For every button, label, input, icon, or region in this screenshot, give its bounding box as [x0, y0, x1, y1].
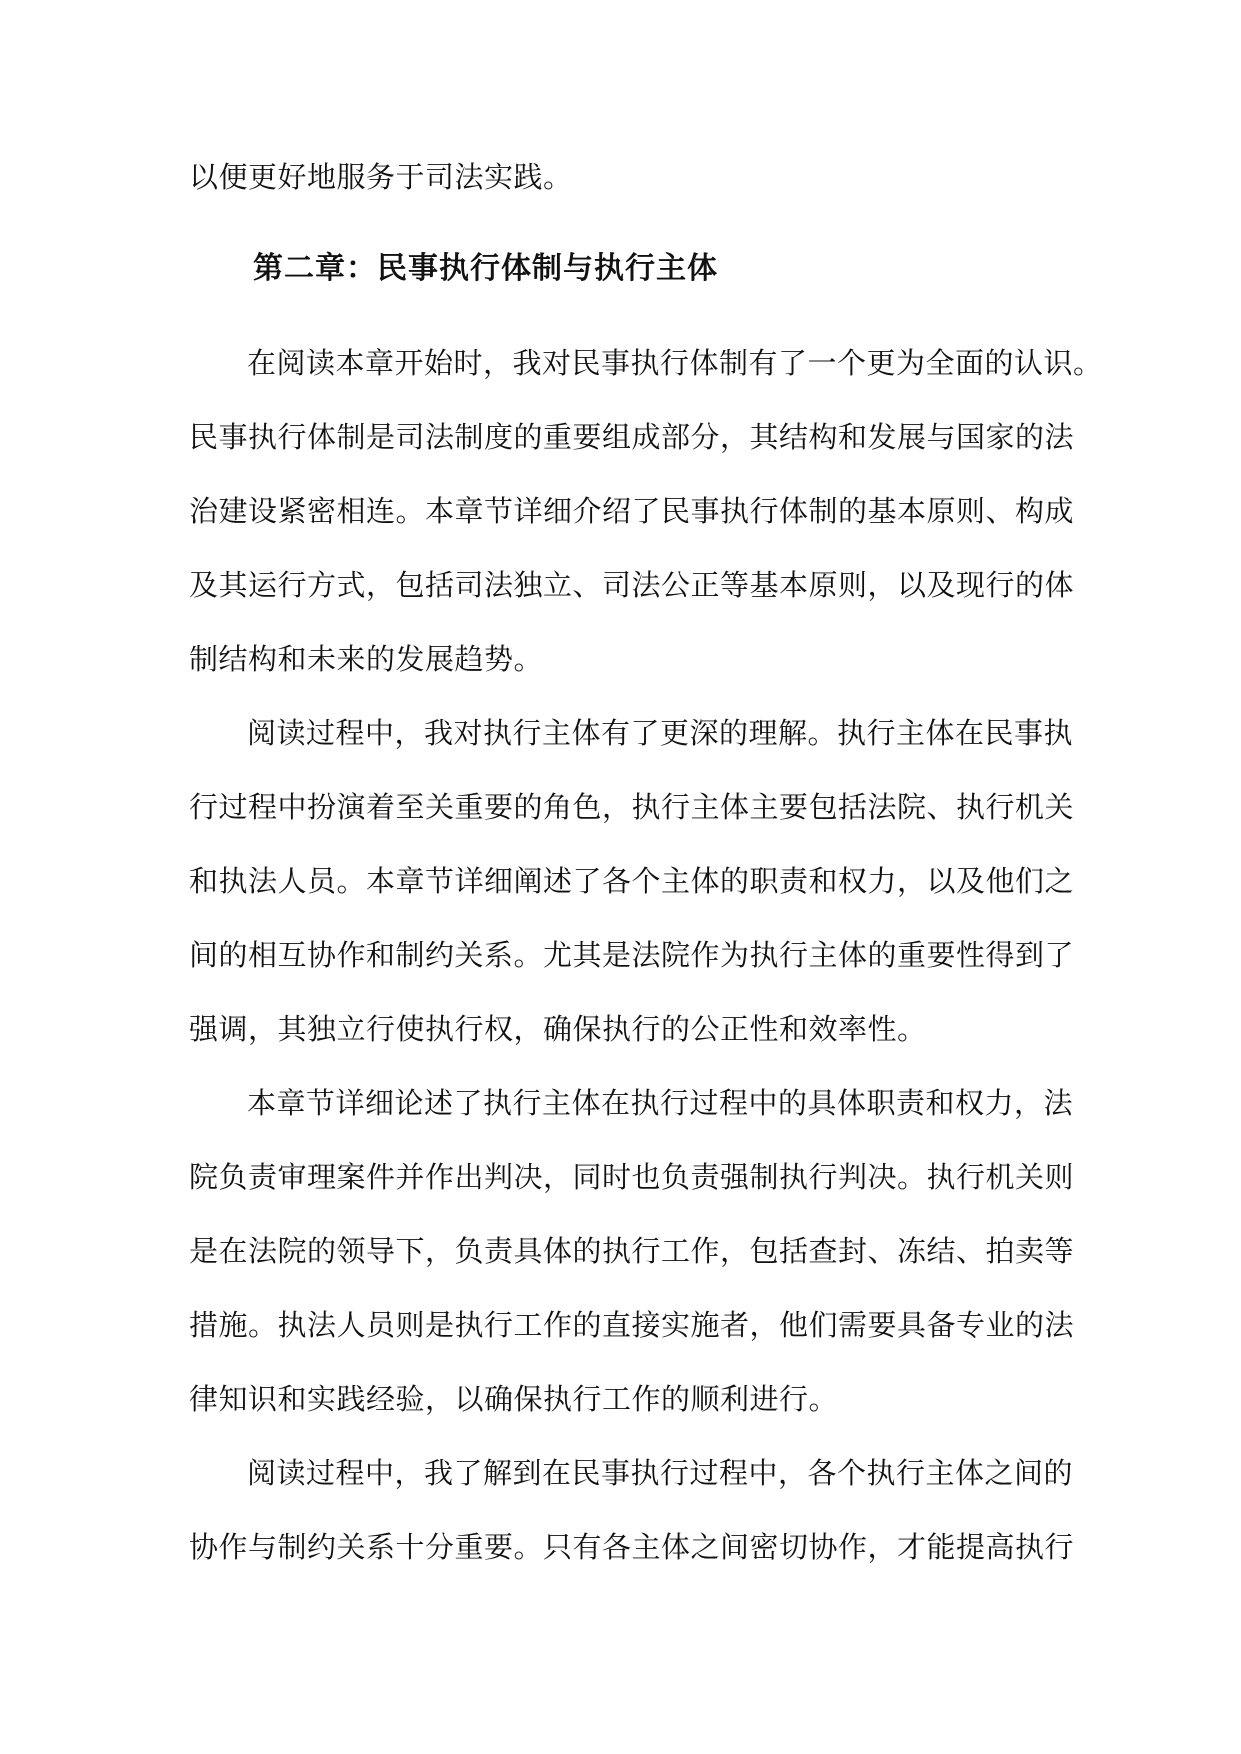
paragraph-line: 协作与制约关系十分重要。只有各主体之间密切协作，才能提高执行 — [189, 1530, 1075, 1564]
paragraph-line: 强调，其独立行使执行权，确保执行的公正性和效率性。 — [189, 1012, 927, 1046]
paragraph-line: 间的相互协作和制约关系。尤其是法院作为执行主体的重要性得到了 — [189, 938, 1075, 972]
paragraph-line: 阅读过程中，我对执行主体有了更深的理解。执行主体在民事执 — [247, 716, 1074, 750]
intro-line: 以便更好地服务于司法实践。 — [189, 160, 573, 194]
paragraph-3 — [189, 1066, 1075, 1436]
paragraph-1 — [189, 326, 1103, 696]
paragraph-line: 是在法院的领导下，负责具体的执行工作，包括查封、冻结、拍卖等 — [189, 1234, 1075, 1268]
paragraph-2 — [189, 696, 1075, 1066]
paragraph-line: 行过程中扮演着至关重要的角色，执行主体主要包括法院、执行机关 — [189, 790, 1075, 824]
paragraph-line: 治建设紧密相连。本章节详细介绍了民事执行体制的基本原则、构成 — [189, 494, 1075, 528]
paragraph-line: 在阅读本章开始时，我对民事执行体制有了一个更为全面的认识。 — [247, 346, 1103, 380]
paragraph-4 — [189, 1436, 1075, 1584]
chapter-title: 第二章：民事执行体制与执行主体 — [253, 251, 718, 286]
paragraph-line: 院负责审理案件并作出判决，同时也负责强制执行判决。执行机关则 — [189, 1160, 1075, 1194]
paragraph-line: 阅读过程中，我了解到在民事执行过程中，各个执行主体之间的 — [247, 1456, 1074, 1490]
paragraph-line: 和执法人员。本章节详细阐述了各个主体的职责和权力，以及他们之 — [189, 864, 1075, 898]
paragraph-line: 律知识和实践经验，以确保执行工作的顺利进行。 — [189, 1382, 839, 1416]
paragraph-line: 及其运行方式，包括司法独立、司法公正等基本原则，以及现行的体 — [189, 568, 1075, 602]
paragraph-line: 制结构和未来的发展趋势。 — [189, 642, 544, 676]
paragraph-line: 民事执行体制是司法制度的重要组成部分，其结构和发展与国家的法 — [189, 420, 1075, 454]
paragraph-line: 本章节详细论述了执行主体在执行过程中的具体职责和权力，法 — [247, 1086, 1074, 1120]
document-body — [189, 140, 1103, 1584]
paragraph-line: 措施。执法人员则是执行工作的直接实施者，他们需要具备专业的法 — [189, 1308, 1075, 1342]
